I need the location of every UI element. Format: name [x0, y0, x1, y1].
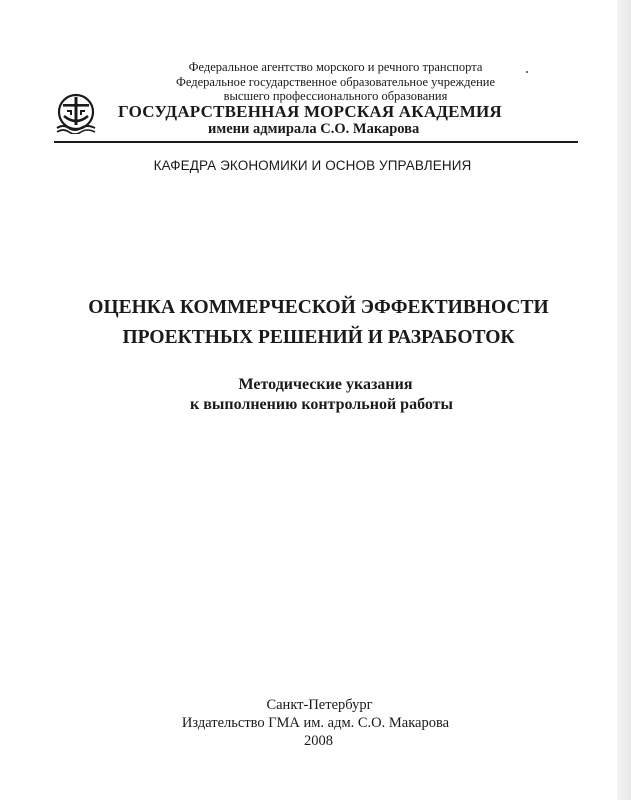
- imprint-publisher: Издательство ГМА им. адм. С.О. Макарова: [181, 715, 450, 731]
- academy-emblem-icon: [55, 92, 97, 134]
- title-line-2: ПРОЕКТНЫХ РЕШЕНИЙ И РАЗРАБОТОК: [122, 327, 515, 348]
- header-agency: Федеральное агентство морского и речного транспорта: [188, 60, 483, 74]
- header-education-level: высшего профессионального образования: [223, 89, 448, 103]
- subtitle-line-1: Методические указания: [238, 376, 413, 393]
- subtitle-line-2: к выполнению контрольной работы: [190, 396, 453, 413]
- title-line-1: ОЦЕНКА КОММЕРЧЕСКОЙ ЭФФЕКТИВНОСТИ: [88, 297, 549, 318]
- header-divider: [54, 141, 578, 143]
- header-institution: Федеральное государственное образовательное учреждение: [175, 75, 495, 89]
- academy-namesake: имени адмирала С.О. Макарова: [208, 121, 420, 137]
- imprint-year: 2008: [304, 733, 333, 749]
- imprint-city: Санкт-Петербург: [266, 697, 373, 713]
- academy-name: ГОСУДАРСТВЕННАЯ МОРСКАЯ АКАДЕМИЯ: [118, 102, 502, 121]
- department-name: КАФЕДРА ЭКОНОМИКИ И ОСНОВ УПРАВЛЕНИЯ: [153, 158, 472, 173]
- scan-speck: [526, 71, 528, 73]
